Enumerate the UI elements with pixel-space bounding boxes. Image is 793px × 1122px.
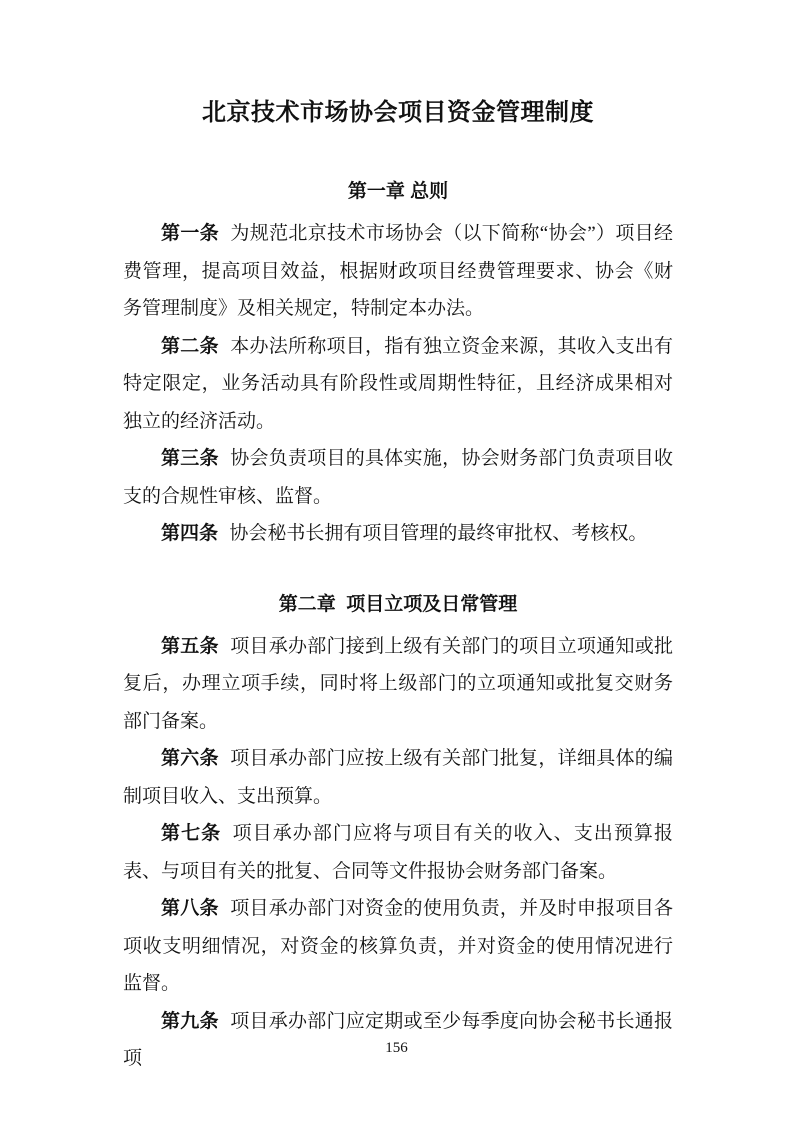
article-2-text: 本办法所称项目，指有独立资金来源，其收入支出有特定限定，业务活动具有阶段性或周期性特征，且经济成果相对独立的经济活动。 [123, 335, 673, 432]
page-number: 156 [385, 1040, 408, 1056]
article-3-label: 第三条 [161, 448, 219, 469]
article-1-text: 为规范北京技术市场协会（以下简称“协会”）项目经费管理，提高项目效益，根据财政项目经费管理要求、协会《财务管理制度》及相关规定，特制定本办法。 [123, 223, 673, 319]
article-5-label: 第五条 [161, 635, 219, 657]
article-4-label: 第四条 [161, 523, 219, 544]
document-title: 北京技术市场协会项目资金管理制度 [202, 100, 594, 126]
article-9-label: 第九条 [161, 1010, 219, 1032]
article-8-text: 项目承办部门对资金的使用负责，并及时申报项目各项收支明细情况，对资金的核算负责，并对资金的使用情况进行监督。 [123, 898, 673, 994]
article-2 [123, 328, 673, 441]
article-8-label: 第八条 [161, 898, 219, 919]
article-1 [123, 215, 673, 328]
article-6-text: 项目承办部门应按上级有关部门批复，详细具体的编制项目收入、支出预算。 [123, 748, 673, 807]
chapter-2-heading: 第二章 项目立项及日常管理 [278, 593, 518, 615]
article-4 [123, 515, 673, 553]
article-8 [123, 890, 673, 1003]
article-2-label: 第二条 [161, 335, 219, 357]
article-4-text: 协会秘书长拥有项目管理的最终审批权、考核权。 [229, 523, 648, 544]
article-3-text: 协会负责项目的具体实施，协会财务部门负责项目收支的合规性审核、监督。 [123, 448, 673, 507]
article-7-text: 项目承办部门应将与项目有关的收入、支出预算报表、与项目有关的批复、合同等文件报协会财务部门备案。 [123, 823, 673, 882]
chapter-1-heading: 第一章 总则 [347, 181, 449, 202]
article-9-text: 项目承办部门应定期或至少每季度向协会秘书长通报项 [123, 1010, 673, 1069]
article-3 [123, 440, 673, 515]
article-6-label: 第六条 [161, 748, 219, 769]
article-6 [123, 740, 673, 815]
article-1-label: 第一条 [161, 223, 220, 244]
article-7 [123, 815, 673, 890]
article-7-label: 第七条 [161, 823, 222, 844]
article-5-text: 项目承办部门接到上级有关部门的项目立项通知或批复后，办理立项手续，同时将上级部门的立项通知或批复交财务部门备案。 [123, 635, 673, 732]
article-5 [123, 628, 673, 741]
